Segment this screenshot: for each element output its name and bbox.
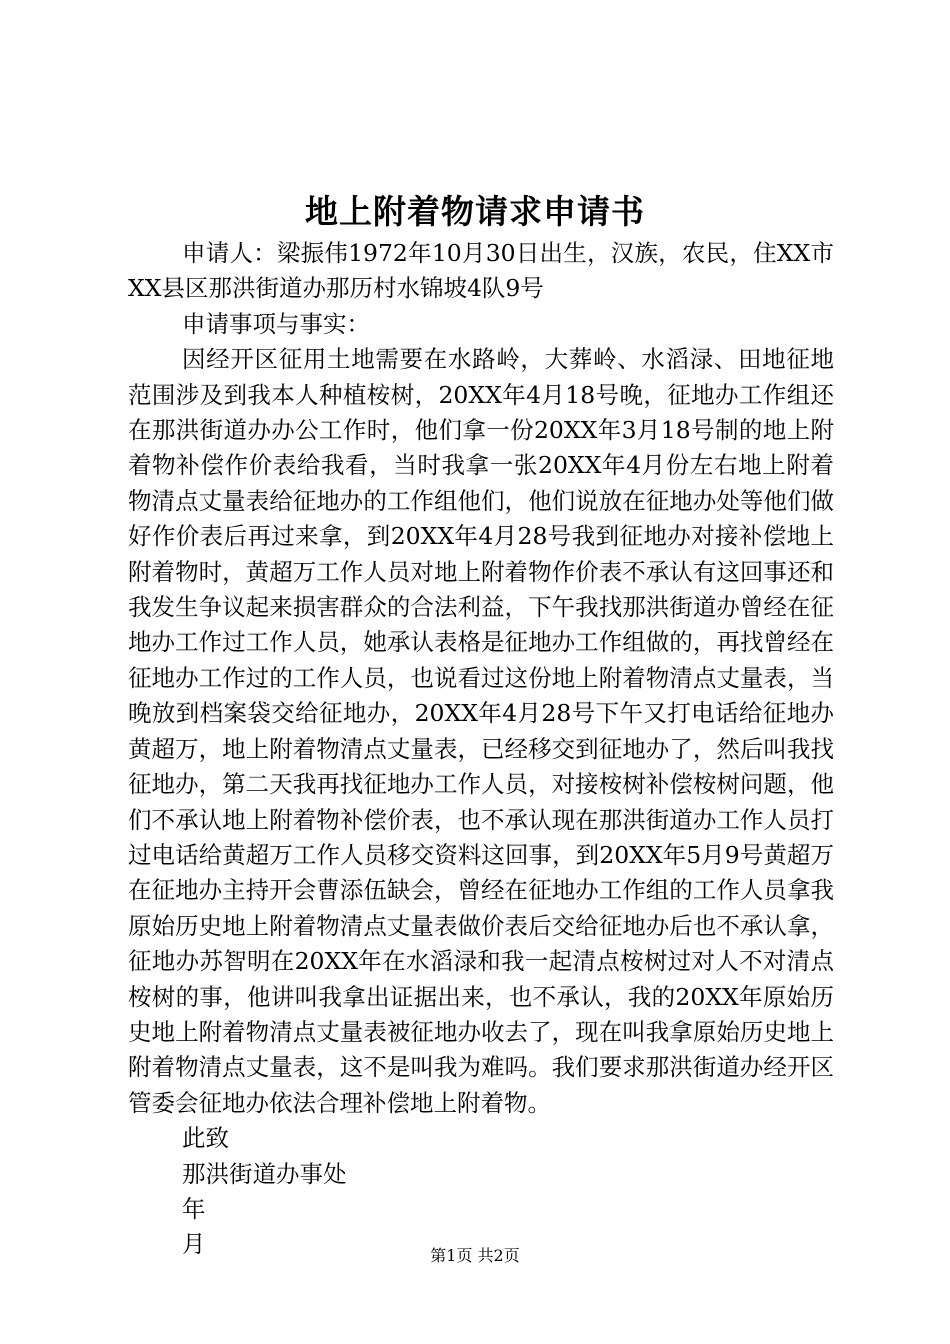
month-line: 月 xyxy=(182,1230,206,1259)
document-body xyxy=(128,236,834,1263)
applicant-paragraph: 申请人：梁振伟1972年10月30日出生，汉族，农民，住XX市XX县区那洪街道办那历村水锦坡4队9号 xyxy=(128,239,834,303)
facts-paragraph: 因经开区征用土地需要在水路岭，大葬岭、水滔渌、田地征地范围涉及到我本人种植桉树，20XX年4月18号晚，征地办工作组还在那洪街道办办公工作时，他们拿一份20XX年3月18号制的地上附着物补偿作价表给我看，当时我拿一张20XX年4月份左右地上附着物清点丈量表给征地办的工作组他们，他们说放在征地办处等他们做好作价表后再过来拿，到20XX年4月28号我到征地办对接补偿地上附着物时，黄超万工作人员对地上附着物作价表不承认有这回事还和我发生争议起来损害群众的合法利益，下午我找那洪街道办曾经在征地办工作过工作人员，她承认表格是征地办工作组做的，再找曾经在征地办工作过的工作人员，也说看过这份地上附着物清点丈量表，当晚放到档案袋交给征地办，20XX年4月28号下午又打电话给征地办黄超万，地上附着物清点丈量表，已经移交到征地办了，然后叫我找征地办，第二天我再找征地办工作人员，对接桉树补偿桉树问题，他们不承认地上附着物补偿价表，也不承认现在那洪街道办工作人员打过电话给黄超万工作人员移交资料这回事，到20XX年5月9号黄超万在征地办主持开会曹添伍缺会，曾经在征地办工作组的工作人员拿我原始历史地上附着物清点丈量表做价表后交给征地办后也不承认拿，征地办苏智明在20XX年在水滔渌和我一起清点桉树过对人不对清点桉树的事，他讲叫我拿出证据出来，也不承认，我的20XX年原始历史地上附着物清点丈量表被征地办收去了，现在叫我拿原始历史地上附着物清点丈量表，这不是叫我为难吗。我们要求那洪街道办经开区管委会征地办依法合理补偿地上附着物。 xyxy=(128,345,834,1117)
matter-heading: 申请事项与事实： xyxy=(182,309,370,338)
year-line: 年 xyxy=(182,1194,206,1223)
salutation-line: 此致 xyxy=(182,1124,229,1153)
document-title: 地上附着物请求申请书 xyxy=(305,192,645,231)
page-number-footer: 第1页 共2页 xyxy=(430,1246,520,1265)
recipient-line: 那洪街道办事处 xyxy=(182,1159,347,1188)
